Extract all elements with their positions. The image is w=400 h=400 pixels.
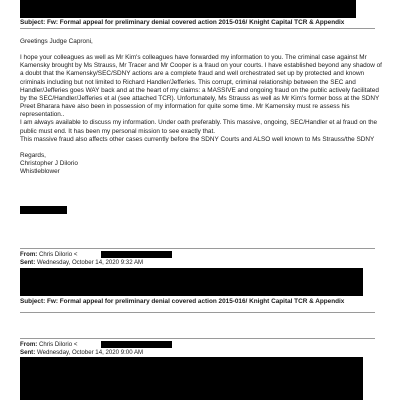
redaction-recipients <box>20 268 363 296</box>
sent-value: Wednesday, October 14, 2020 9:00 AM <box>36 349 144 356</box>
regards: Regards, <box>20 151 46 159</box>
subject-label: Subject: <box>20 298 46 305</box>
email-sent <box>20 259 143 267</box>
divider <box>20 338 375 339</box>
from-label: From: <box>20 341 38 348</box>
subject-label: Subject: <box>20 19 46 26</box>
redaction-top <box>20 0 356 18</box>
email-subject <box>20 298 344 306</box>
email-subject <box>20 19 344 27</box>
sent-label: Sent: <box>20 349 36 356</box>
divider <box>20 312 375 313</box>
email-body <box>20 38 382 176</box>
subject-text: Fw: Formal appeal for preliminary denial covered action 2015-016/ Knight Capital TCR & Appendix <box>47 298 345 305</box>
sent-value: Wednesday, October 14, 2020 9:32 AM <box>36 259 144 266</box>
divider <box>20 28 375 29</box>
greeting: Greetings Judge Caproni, <box>20 38 93 45</box>
redaction-recipients <box>20 357 363 400</box>
body-paragraph-3: This massive fraud also affects other cases currently before the SDNY Courts and ALSO well known to Ms Strauss/the SDNY <box>20 135 375 143</box>
sent-label: Sent: <box>20 259 36 266</box>
email-sent <box>20 349 143 357</box>
signature-title: Whistleblower <box>20 168 60 176</box>
from-value: Chris Dilorio < <box>38 251 78 258</box>
body-paragraph-1: I hope your colleagues as well as Mr Kim's colleagues have forwarded my information to you. The criminal case against Mr Kamensky brought by Ms Strauss, Mr Tracer and Mr Cooper is a fraud on your courts. I have established beyond any shadow of a doubt that the Kamensky/SEC/SDNY actions are a complete fraud and well orchestrated set up by protected and known criminals including but not limited to Richard Handler/Jefferies. This corrupt, criminal relationship between the SEC and Handler/Jefferies goes WAY back and at the heart of my claims: a MASSIVE and ongoing fraud on the public actively facilitated by the SEC/Handler/Jefferies et al (see attached TCR). Unfortunately, Ms Strauss as well as Mr Kim's former boss at the SDNY Preet Bharara have also been in possession of my information for quite some time. Mr Kamensky must re assess his representation.. <box>20 54 382 119</box>
body-paragraph-2: I am always available to discuss my information. Under oath preferably. This massive, ongoing, SEC/Handler et al fraud on the public must end. It has been my personal mission to see exactly that. <box>20 119 378 135</box>
signature-name: Christopher J Dilorio <box>20 160 78 168</box>
from-label: From: <box>20 251 38 258</box>
redaction-signature <box>20 206 67 214</box>
redaction-from <box>101 251 172 258</box>
redaction-from <box>101 341 172 348</box>
from-value: Chris Dilorio < <box>38 341 78 348</box>
divider <box>20 248 375 249</box>
subject-text: Fw: Formal appeal for preliminary denial covered action 2015-016/ Knight Capital TCR & Appendix <box>47 19 345 26</box>
